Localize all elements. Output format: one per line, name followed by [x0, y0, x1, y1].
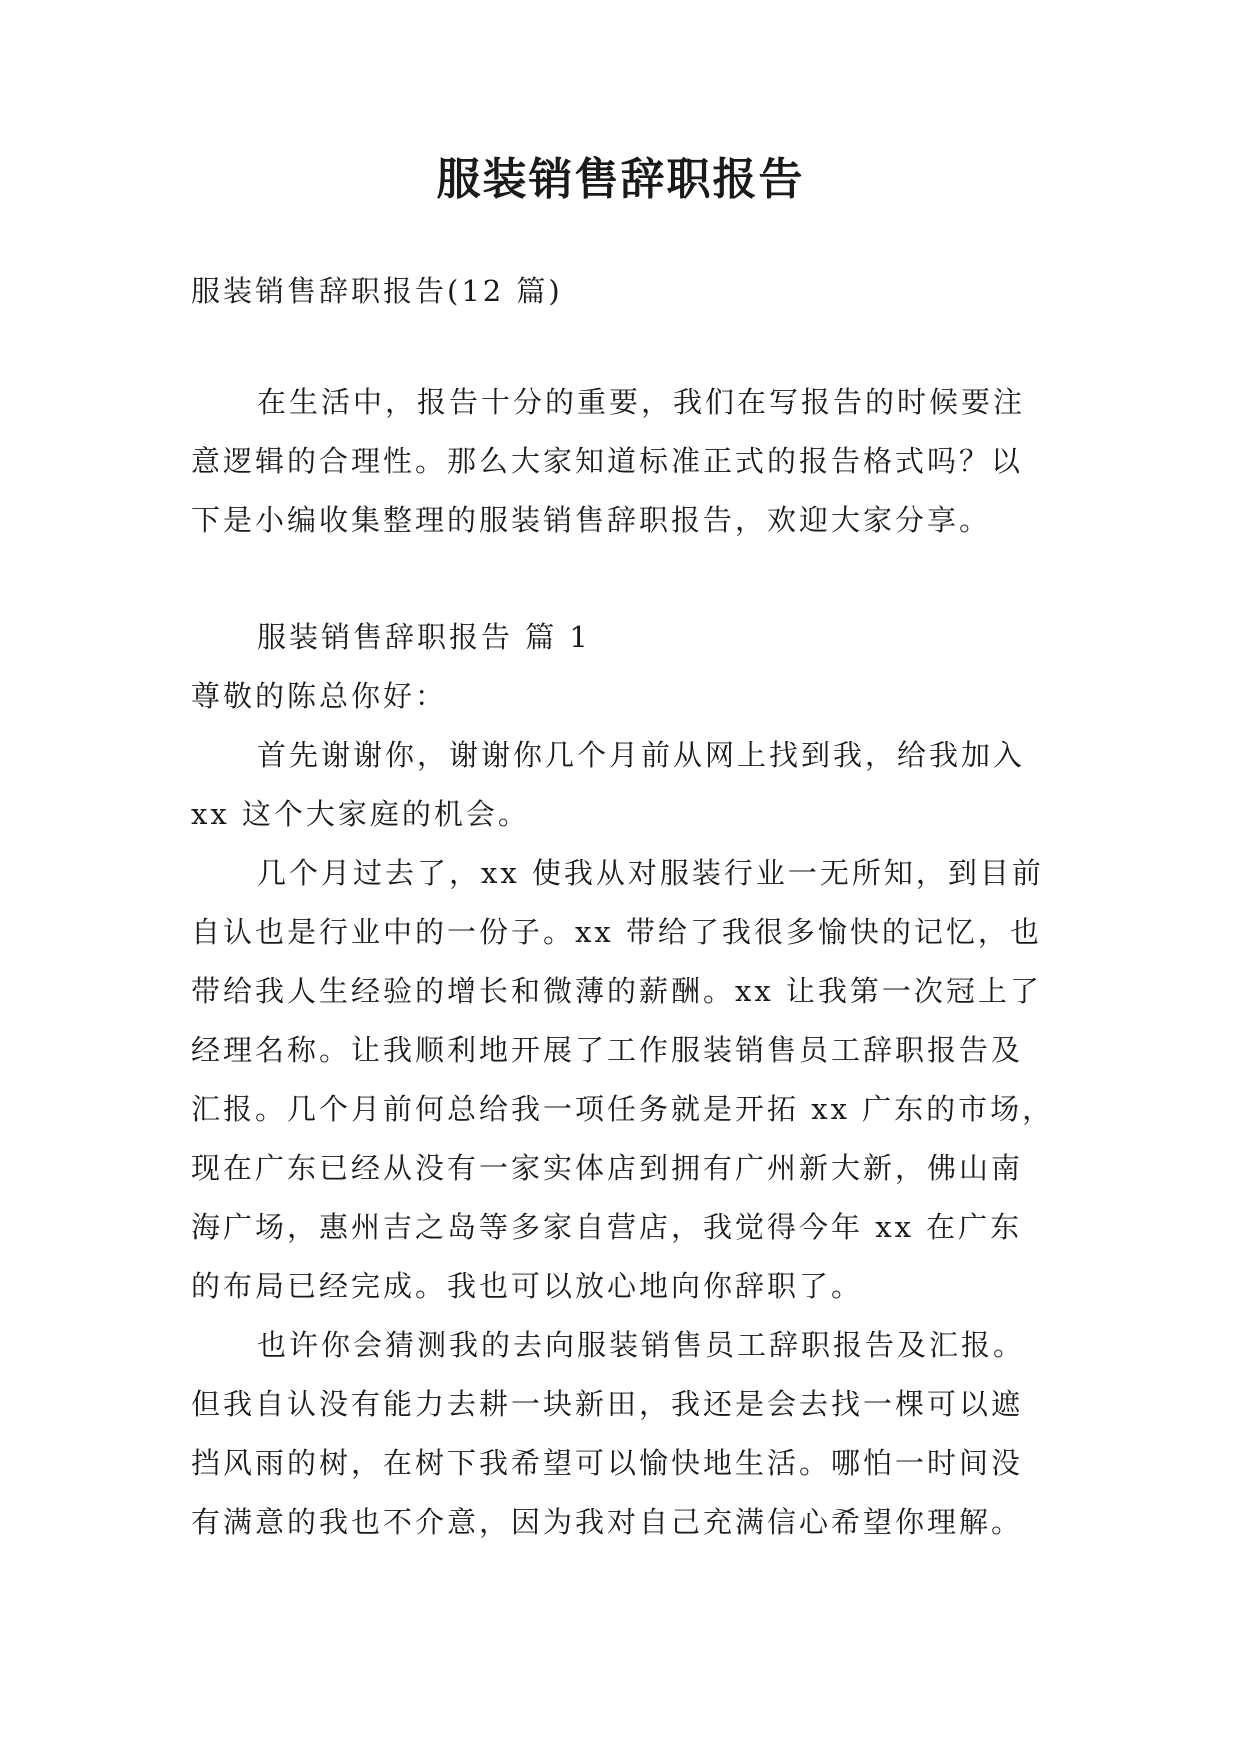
- letter-section: [191, 608, 1061, 1552]
- intro-line: 下是小编收集整理的服装销售辞职报告，欢迎大家分享。: [191, 503, 992, 537]
- paragraph-line: 也许你会猜测我的去向服装销售员工辞职报告及汇报。: [257, 1328, 1026, 1362]
- paragraph-line: 但我自认没有能力去耕一块新田，我还是会去找一棵可以遮: [191, 1387, 1024, 1421]
- paragraph-line: 自认也是行业中的一份子。xx 带给了我很多愉快的记忆，也: [191, 915, 1042, 949]
- paragraph-line: 经理名称。让我顺利地开展了工作服装销售员工辞职报告及: [191, 1033, 1024, 1067]
- paragraph-line: 带给我人生经验的增长和微薄的薪酬。xx 让我第一次冠上了: [191, 974, 1042, 1008]
- intro-line: 意逻辑的合理性。那么大家知道标准正式的报告格式吗？以: [191, 444, 1024, 478]
- paragraph-line: 几个月过去了，xx 使我从对服装行业一无所知，到目前: [257, 856, 1044, 890]
- paragraph-line: 现在广东已经从没有一家实体店到拥有广州新大新，佛山南: [191, 1151, 1024, 1185]
- paragraph-2: [191, 844, 1061, 1316]
- paragraph-line: 的布局已经完成。我也可以放心地向你辞职了。: [191, 1269, 864, 1303]
- document-title: 服装销售辞职报告: [436, 154, 805, 205]
- intro-paragraph: [191, 373, 1061, 550]
- paragraph-line: 有满意的我也不介意，因为我对自己充满信心希望你理解。: [191, 1505, 1024, 1539]
- intro-line: 在生活中，报告十分的重要，我们在写报告的时候要注: [257, 385, 1026, 419]
- paragraph-line: xx 这个大家庭的机会。: [191, 797, 530, 831]
- document-body: [191, 262, 1061, 1552]
- paragraph-line: 首先谢谢你，谢谢你几个月前从网上找到我，给我加入: [257, 738, 1026, 772]
- paragraph-line: 挡风雨的树，在树下我希望可以愉快地生活。哪怕一时间没: [191, 1446, 1024, 1480]
- paragraph-line: 海广场，惠州吉之岛等多家自营店，我觉得今年 xx 在广东: [191, 1210, 1023, 1244]
- section-heading: 服装销售辞职报告 篇 1: [257, 620, 591, 654]
- paragraph-3: [191, 1316, 1061, 1552]
- salutation: 尊敬的陈总你好：: [191, 679, 448, 713]
- paragraph-1: [191, 726, 1061, 844]
- paragraph-line: 汇报。几个月前何总给我一项任务就是开拓 xx 广东的市场，: [191, 1092, 1055, 1126]
- document-subtitle: 服装销售辞职报告(12 篇): [191, 274, 563, 308]
